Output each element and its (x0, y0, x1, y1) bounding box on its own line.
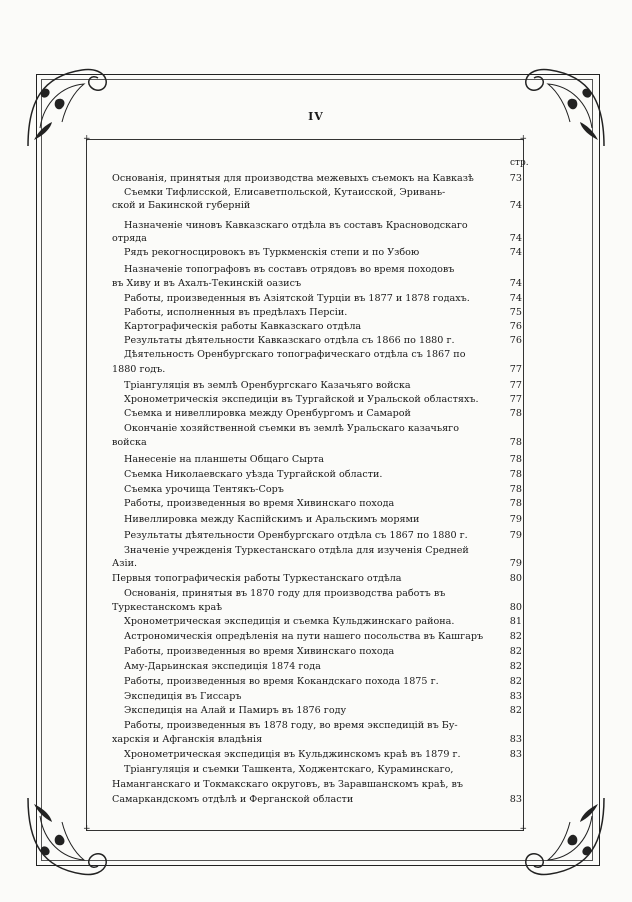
toc-entry-title: Хронометрическая экспедиція въ Кульджинскомъ краѣ въ 1879 г. (124, 749, 461, 760)
toc-entry-title-cont: войска (112, 437, 147, 448)
toc-entry-page: 81 (509, 616, 522, 627)
toc-entry-title-cont: отряда (112, 233, 147, 244)
toc-entry-page: 77 (509, 364, 522, 375)
corner-ornament-top-right (520, 62, 610, 152)
toc-entry-page: 79 (509, 530, 522, 541)
toc-entry-title: Основанія, принятыя для производства межевыхъ съемокъ на Кавказѣ (112, 173, 474, 184)
toc-entry-title-cont: Туркестанскомъ краѣ (112, 602, 223, 613)
toc-entry-page: 82 (509, 705, 522, 716)
toc-entry-title: Работы, произведенныя во время Кокандскаго похода 1875 г. (124, 676, 439, 687)
toc-entry-page: 79 (509, 514, 522, 525)
toc-entry-page: 83 (509, 691, 522, 702)
toc-entry-title: Экспедиція въ Гиссаръ (124, 691, 242, 702)
toc-entry-page: 78 (509, 408, 522, 419)
toc-entry-title: Назначеніе топографовъ въ составъ отрядовъ во время походовъ (124, 264, 455, 275)
box-corner-mark: + (519, 824, 527, 834)
toc-entry-page: 78 (509, 484, 522, 495)
toc-entry-title-cont: въ Хиву и въ Ахалъ-Текинскій оазисъ (112, 278, 302, 289)
toc-entry-title: Результаты дѣятельности Оренбургскаго отдѣла съ 1867 по 1880 г. (124, 530, 468, 541)
toc-entry-title: Окончаніе хозяйственной съемки въ землѣ Уральскаго казачьяго (124, 423, 459, 434)
toc-entry-page: 82 (509, 631, 522, 642)
toc-entry-page: 75 (509, 307, 522, 318)
toc-entry-page: 78 (509, 498, 522, 509)
toc-entry-title: Рядъ рекогносцировокъ въ Туркменскія степи и по Узбою (124, 247, 420, 258)
toc-entry-title: Тріангуляція въ землѣ Оренбургскаго Казачьяго войска (124, 380, 411, 391)
toc-entry-title: Работы, произведенныя въ 1878 году, во время экспедицій въ Бу- (124, 720, 458, 731)
toc-entry-title: Работы, произведенныя во время Хивинскаго похода (124, 646, 395, 657)
toc-entry-title: Экспедиція на Алай и Памиръ въ 1876 году (124, 705, 347, 716)
toc-entry-title: Аму-Дарьинская экспедиція 1874 года (124, 661, 321, 672)
toc-entry-page: 82 (509, 661, 522, 672)
toc-entry-page: 77 (509, 394, 522, 405)
toc-entry-title: Дѣятельность Оренбургскаго топографическаго отдѣла съ 1867 по (124, 349, 466, 360)
toc-entry-page: 83 (509, 734, 522, 745)
toc-entry-page: 74 (509, 200, 522, 211)
toc-entry-page: 83 (509, 794, 522, 805)
toc-entry-page: 74 (509, 278, 522, 289)
toc-entry-page: 80 (509, 573, 522, 584)
toc-entry-title: Картографическія работы Кавказскаго отдѣла (124, 321, 362, 332)
toc-entry-title: Астрономическія опредѣленія на пути нашего посольства въ Кашгаръ (124, 631, 484, 642)
toc-entry-title-cont: харскія и Афганскія владѣнія (112, 734, 263, 745)
toc-entry-page: 73 (509, 173, 522, 184)
toc-entry-page: 74 (509, 293, 522, 304)
toc-entry-title: Назначеніе чиновъ Кавказскаго отдѣла въ составъ Красноводскаго (124, 220, 468, 231)
toc-entry-page: 78 (509, 454, 522, 465)
toc-entry-page: 76 (509, 335, 522, 346)
toc-entry-title: Хронометрическія экспедиціи въ Тургайской и Уральской областяхъ. (124, 394, 479, 405)
toc-entry-title-cont: Азіи. (112, 558, 138, 569)
toc-entry-title: Работы, произведенныя въ Азіятской Турціи въ 1877 и 1878 годахъ. (124, 293, 470, 304)
toc-entry-title: Тріангуляція и съемки Ташкента, Ходжентскаго, Кураминскаго, (124, 764, 454, 775)
toc-entry-title: Нанесеніе на планшеты Общаго Сырта (124, 454, 325, 465)
toc-entry-page: 74 (509, 247, 522, 258)
page-number: IV (308, 110, 324, 123)
toc-entry-title: Нивеллировка между Каспійскимъ и Аральскимъ морями (124, 514, 420, 525)
toc-entry-page: 80 (509, 602, 522, 613)
box-corner-mark: + (83, 134, 91, 144)
toc-entry-title: Работы, произведенныя во время Хивинскаго похода (124, 498, 395, 509)
corner-ornament-bottom-right (520, 792, 610, 882)
toc-entry-page: 83 (509, 749, 522, 760)
box-corner-mark: + (519, 134, 527, 144)
toc-entry-page: 77 (509, 380, 522, 391)
toc-entry-title-cont: Наманганскаго и Токмакскаго округовъ, въ Заравшанскомъ краѣ, въ (112, 779, 463, 790)
page-column-header: стр. (510, 158, 529, 168)
box-corner-mark: + (83, 824, 91, 834)
toc-entry-page: 82 (509, 646, 522, 657)
toc-entry-title: Съемка урочища Тентякъ-Соръ (124, 484, 284, 495)
toc-entry-title: Работы, исполненныя въ предѣлахъ Персіи. (124, 307, 348, 318)
toc-entry-title-cont: ской и Бакинской губерній (112, 200, 251, 211)
toc-entry-title-cont: 1880 годъ. (112, 364, 166, 375)
toc-entry-page: 79 (509, 558, 522, 569)
toc-entry-page: 82 (509, 676, 522, 687)
toc-entry-title: Основанія, принятыя въ 1870 году для производства работъ въ (124, 588, 446, 599)
toc-entry-title: Съемка и нивеллировка между Оренбургомъ и Самарой (124, 408, 411, 419)
toc-entry-title: Съемки Тифлисской, Елисаветпольской, Кутаисской, Эривань- (124, 187, 446, 198)
toc-entry-page: 76 (509, 321, 522, 332)
toc-entry-page: 74 (509, 233, 522, 244)
toc-entry-title-cont: Самаркандскомъ отдѣлѣ и Ферганской области (112, 794, 354, 805)
toc-entry-title: Результаты дѣятельности Кавказскаго отдѣла съ 1866 по 1880 г. (124, 335, 455, 346)
toc-entry-title: Значеніе учрежденія Туркестанскаго отдѣла для изученія Средней (124, 545, 469, 556)
toc-entry-title: Первыя топографическія работы Туркестанскаго отдѣла (112, 573, 402, 584)
toc-entry-page: 78 (509, 469, 522, 480)
toc-entry-title: Хронометрическая экспедиція и съемка Кульджинскаго района. (124, 616, 455, 627)
toc-entry-title: Съемка Николаевскаго уѣзда Тургайской области. (124, 469, 383, 480)
toc-entry-page: 78 (509, 437, 522, 448)
